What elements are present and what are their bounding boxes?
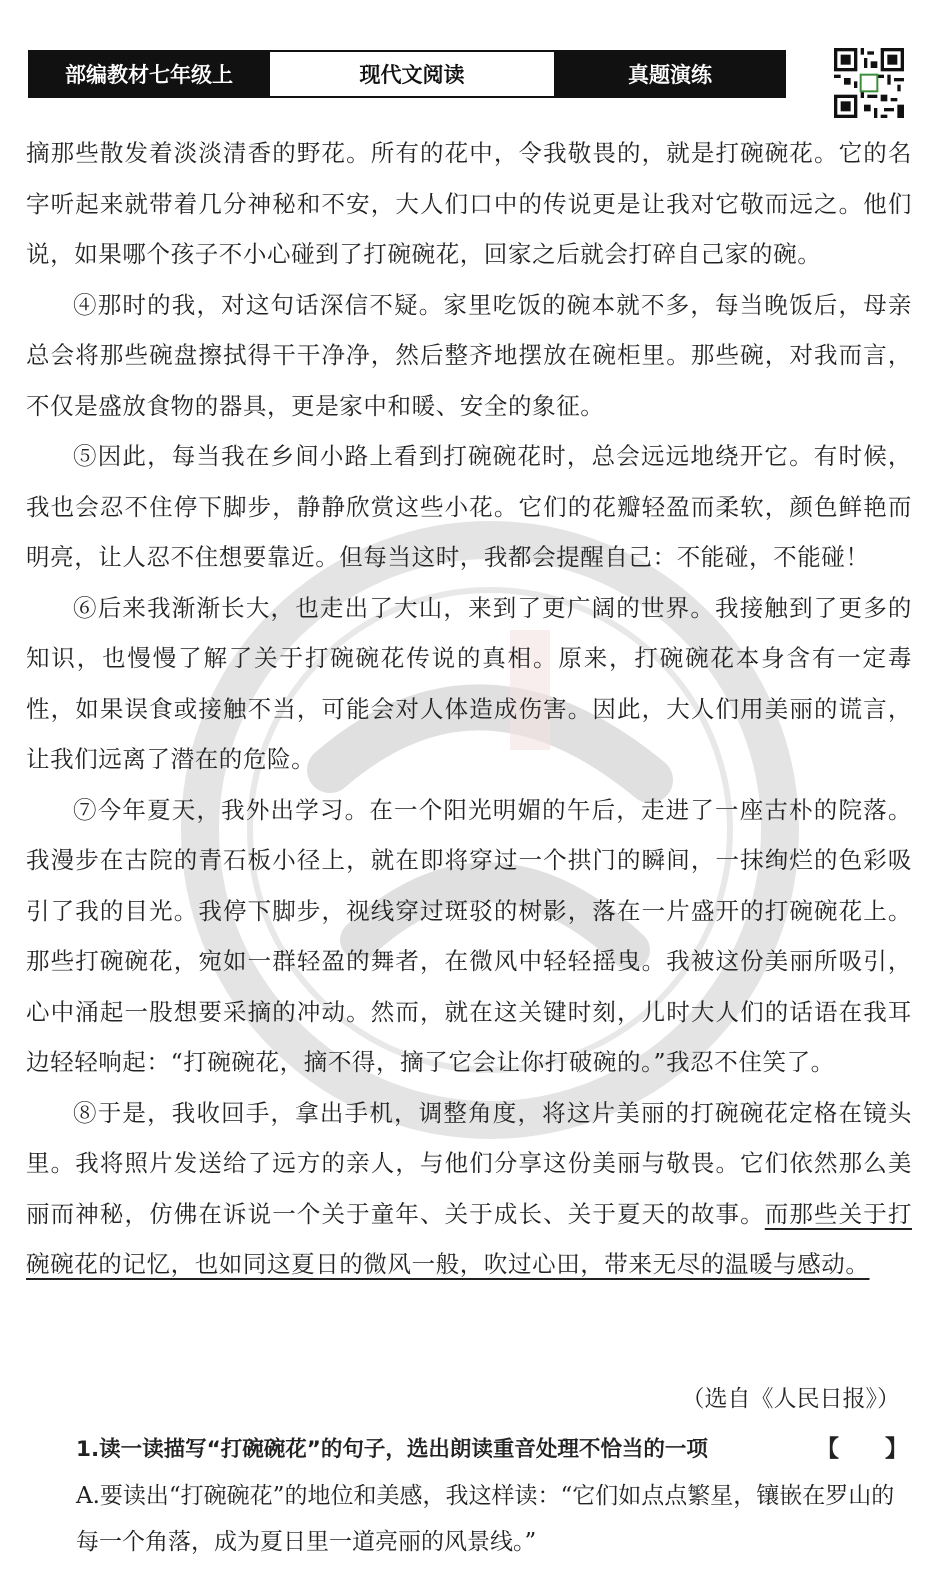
qr-code-icon (834, 48, 904, 118)
answer-bracket: 【 】 (816, 1435, 908, 1462)
paragraph-4: ④那时的我，对这句话深信不疑。家里吃饭的碗本就不多，每当晚饭后，母亲总会将那些碗盘擦拭得干干净净，然后整齐地摆放在碗柜里。那些碗，对我而言，不仅是盛放食物的器具，更是家中和暖、安全的象征。 (26, 290, 912, 420)
paragraph-7: ⑦今年夏天，我外出学习。在一个阳光明媚的午后，走进了一座古朴的院落。我漫步在古院的青石板小径上，就在即将穿过一个拱门的瞬间，一抹绚烂的色彩吸引了我的目光。我停下脚步，视线穿过斑驳的树影，落在一片盛开的打碗碗花上。那些打碗碗花，宛如一群轻盈的舞者，在微风中轻轻摇曳。我被这份美丽所吸引，心中涌起一股想要采摘的冲动。然而，就在这关键时刻，儿时大人们的话语在我耳边轻轻响起：“打碗碗花，摘不得，摘了它会让你打破碗的。”我忍不住笑了。 (26, 795, 912, 1076)
article-body (26, 128, 912, 1290)
header-section-label: 现代文阅读 (268, 52, 556, 96)
paragraph-6: ⑥后来我渐渐长大，也走出了大山，来到了更广阔的世界。我接触到了更多的知识，也慢慢了解了关于打碗碗花传说的真相。原来，打碗碗花本身含有一定毒性，如果误食或接触不当，可能会对人体造成伤害。因此，大人们用美丽的谎言，让我们远离了潜在的危险。 (26, 593, 912, 773)
paragraph-8-text: ⑧于是，我收回手，拿出手机，调整角度，将这片美丽的打碗碗花定格在镜头里。我将照片发送给了远方的亲人，与他们分享这份美丽与敬畏。它们依然那么美丽而神秘，仿佛在诉说一个关于童年、关于成长、关于夏天的故事。 (26, 1098, 912, 1228)
paragraph-continued: 摘那些散发着淡淡清香的野花。所有的花中，令我敬畏的，就是打碗碗花。它的名字听起来就带着几分神秘和不安，大人们口中的传说更是让我对它敬而远之。他们说，如果哪个孩子不小心碰到了打碗碗花，回家之后就会打碎自己家的碗。 (26, 139, 912, 268)
header-bar (28, 50, 786, 98)
option-a: A.要读出“打碗碗花”的地位和美感，我这样读：“它们如点点繁星，镶嵌在罗山的每一个角落，成为夏日里一道亮丽的风景线。” (76, 1483, 895, 1555)
question-1 (26, 1426, 912, 1473)
header-practice-label: 真题演练 (556, 52, 784, 96)
paragraph-5: ⑤因此，每当我在乡间小路上看到打碗碗花时，总会远远地绕开它。有时候，我也会忍不住停下脚步，静静欣赏这些小花。它们的花瓣轻盈而柔软，颜色鲜艳而明亮，让人忍不住想要靠近。但每当这时，我都会提醒自己：不能碰，不能碰！ (26, 442, 912, 571)
paragraph-8 (26, 1088, 912, 1290)
question-title: 1.读一读描写“打碗碗花”的句子，选出朗读重音处理不恰当的一项 (76, 1437, 708, 1462)
header-grade-label: 部编教材七年级上 (30, 52, 268, 96)
article-source: （选自《人民日报》） (681, 1386, 900, 1412)
underlined-sentence: 而那些关于打碗碗花的记忆，也如同这夏日的微风一般，吹过心田，带来无尽的温暖与感动。 (26, 1199, 912, 1278)
question-block (26, 1426, 912, 1565)
